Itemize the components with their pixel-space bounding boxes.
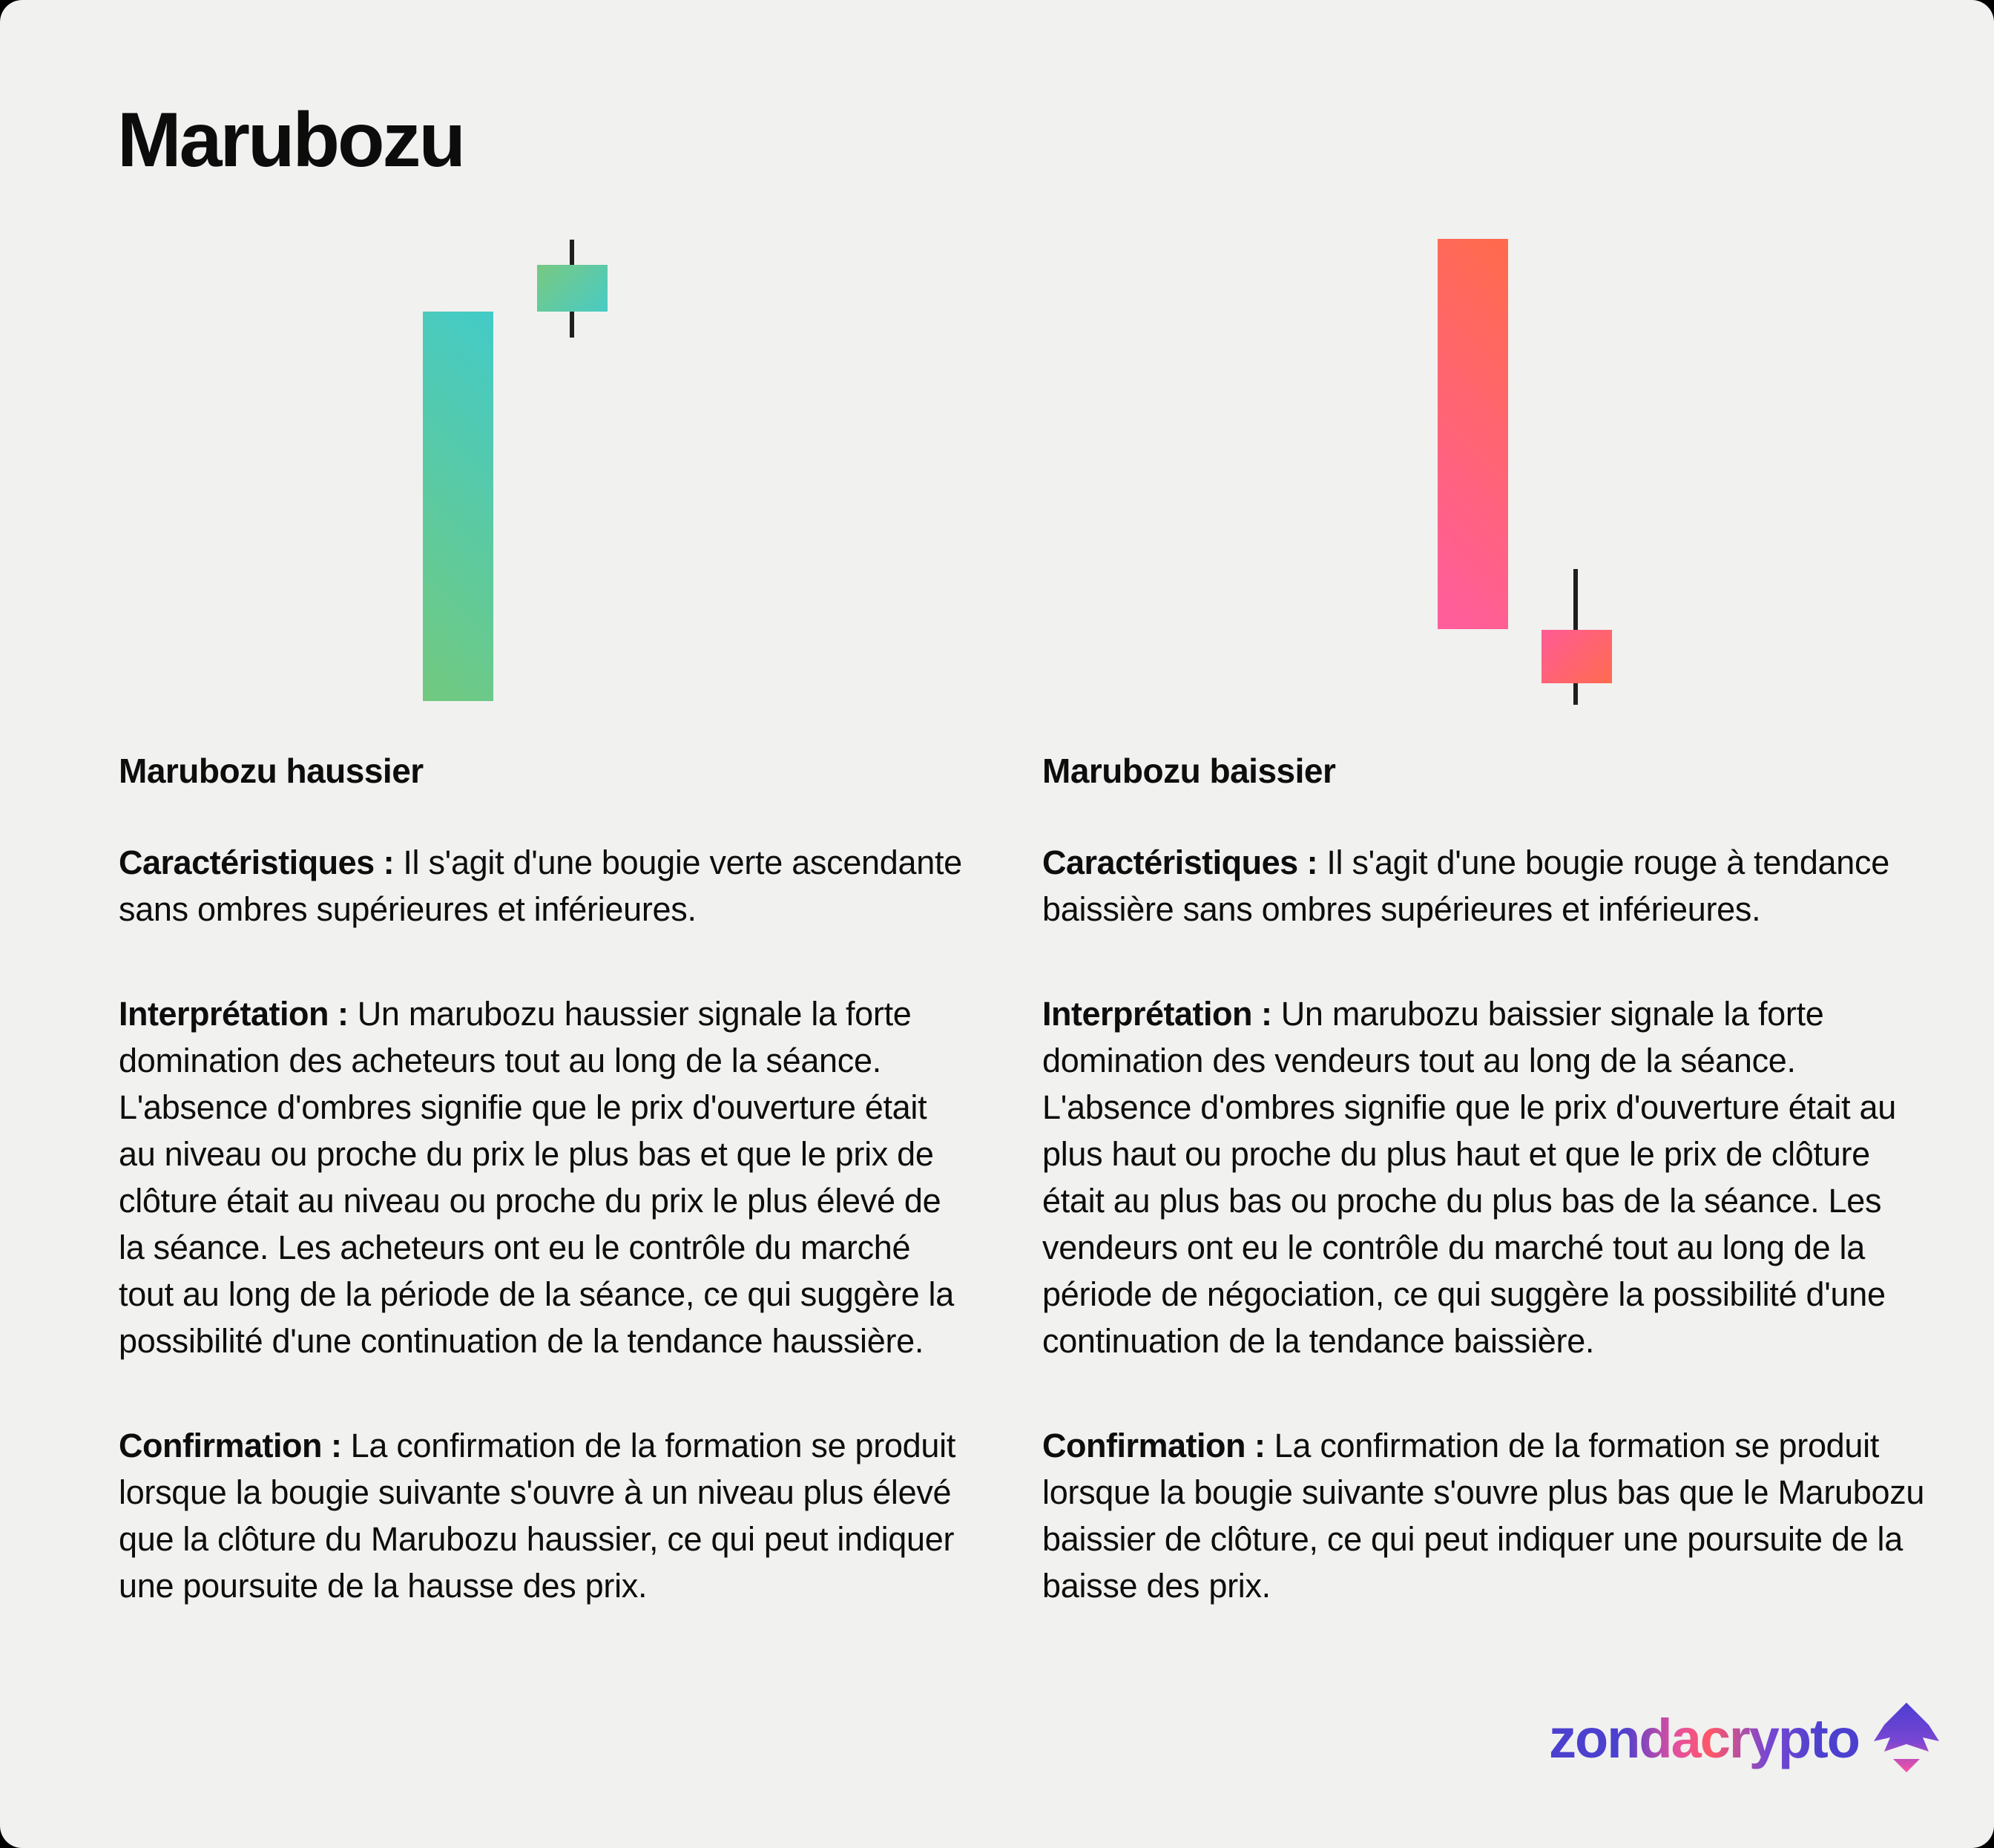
bearish-interpretation-paragraph xyxy=(1042,990,1925,1364)
bearish-confirmation-label: Confirmation : xyxy=(1042,1427,1266,1464)
bearish-confirmation-body xyxy=(1541,630,1612,683)
bullish-confirmation-text: La confirmation de la formation se produit lorsque la bougie suivante s'ouvre à un niveau plus élevé que la clôture du Marubozu haussier, ce qui peut indiquer une poursuite de la hausse des prix. xyxy=(119,1427,956,1605)
bearish-characteristics-label: Caractéristiques : xyxy=(1042,844,1318,881)
bullish-characteristics-label: Caractéristiques : xyxy=(119,844,395,881)
bearish-characteristics-text: Il s'agit d'une bougie rouge à tendance baissière sans ombres supérieures et inférieures. xyxy=(1042,844,1889,928)
bullish-heading: Marubozu haussier xyxy=(119,752,424,790)
bullish-interpretation-label: Interprétation : xyxy=(119,995,349,1033)
bearish-interpretation-text: Un marubozu baissier signale la forte domination des vendeurs tout au long de la séance. L'absence d'ombres signifie que le prix d'ouverture était au plus haut ou proche du plus haut et que le prix de clôture était au plus bas ou proche du plus bas de la séance. Les vendeurs ont eu le contrôle du marché tout au long de la période de négociation, ce qui suggère la possibilité d'une continuation de la tendance baissière. xyxy=(1042,995,1896,1360)
bearish-characteristics-paragraph xyxy=(1042,839,1925,933)
bullish-text-column xyxy=(119,748,968,1609)
zondacrypto-tree-icon xyxy=(1874,1703,1939,1774)
bearish-heading: Marubozu baissier xyxy=(1042,752,1336,790)
bearish-marubozu-body xyxy=(1438,239,1508,629)
bearish-confirmation-paragraph xyxy=(1042,1422,1925,1609)
bearish-confirmation-text: La confirmation de la formation se produit lorsque la bougie suivante s'ouvre plus bas que le Marubozu baissier de clôture, ce qui peut indiquer une poursuite de la baisse des prix. xyxy=(1042,1427,1925,1605)
zondacrypto-logo xyxy=(1549,1703,1939,1774)
page-title: Marubozu xyxy=(117,97,464,183)
bullish-characteristics-text: Il s'agit d'une bougie verte ascendante sans ombres supérieures et inférieures. xyxy=(119,844,962,928)
bullish-confirmation-body xyxy=(537,265,608,312)
bearish-interpretation-label: Interprétation : xyxy=(1042,995,1272,1033)
zondacrypto-logo-text: zondacrypto xyxy=(1549,1707,1859,1769)
bullish-marubozu-body xyxy=(423,312,493,701)
bearish-text-column xyxy=(1042,748,1925,1609)
bullish-confirmation-paragraph xyxy=(119,1422,968,1609)
bullish-characteristics-paragraph xyxy=(119,839,968,933)
bullish-interpretation-paragraph xyxy=(119,990,968,1364)
bullish-confirmation-label: Confirmation : xyxy=(119,1427,342,1464)
bullish-interpretation-text: Un marubozu haussier signale la forte domination des acheteurs tout au long de la séance. L'absence d'ombres signifie que le prix d'ouverture était au niveau ou proche du prix le plus bas et que le prix de clôture était au niveau ou proche du prix le plus élevé de la séance. Les acheteurs ont eu le contrôle du marché tout au long de la période de la séance, ce qui suggère la possibilité d'une continuation de la tendance haussière. xyxy=(119,995,954,1360)
